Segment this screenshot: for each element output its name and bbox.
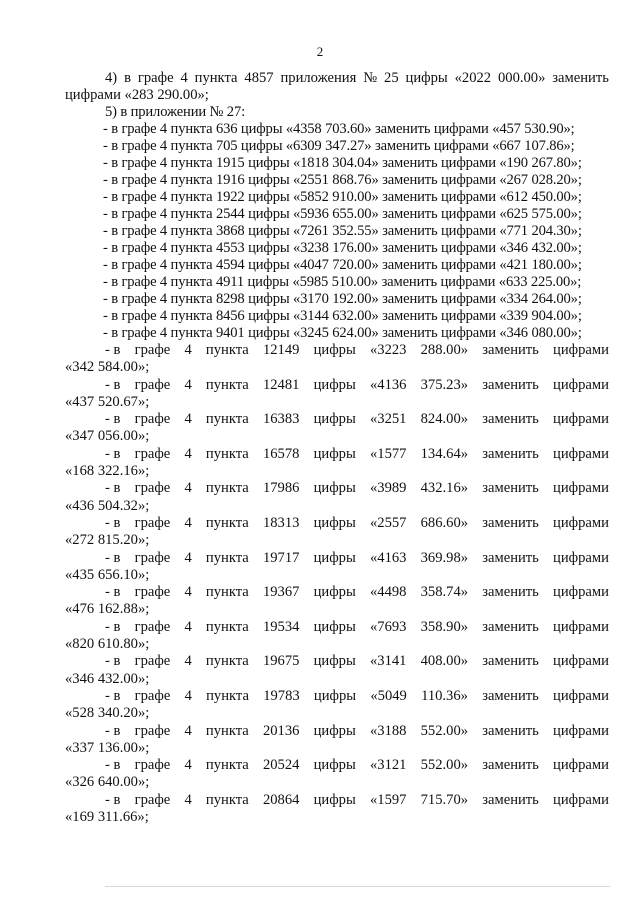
- list-item-word: 432.16»: [420, 480, 469, 497]
- list-item: [65, 792, 609, 827]
- list-item-word: - в: [105, 757, 121, 774]
- list-item-word: «1597: [369, 791, 407, 808]
- list-item-word: 16578: [262, 445, 300, 462]
- list-item-line-2: «347 056.00»;: [65, 428, 150, 445]
- list-item-word: заменить: [482, 549, 539, 566]
- list-item-word: 715.70»: [420, 791, 469, 808]
- list-item-line-1: [65, 377, 609, 394]
- list-item-word: - в: [105, 342, 121, 358]
- list-item-word: пункта: [205, 653, 249, 670]
- list-item-word: 20136: [262, 722, 300, 739]
- list-item-word: 4: [184, 342, 192, 358]
- list-item: - в графе 4 пункта 1922 цифры «5852 910.00» заменить цифрами «612 450.00»;: [103, 189, 582, 205]
- paragraph-4-word: 25: [384, 70, 399, 86]
- list-item-word: 358.90»: [420, 618, 469, 635]
- list-item-word: 19717: [262, 549, 300, 566]
- list-item-word: графе: [134, 722, 171, 739]
- list-item-word: 19675: [262, 653, 300, 670]
- list-item: - в графе 4 пункта 1916 цифры «2551 868.76» заменить цифрами «267 028.20»;: [103, 172, 582, 188]
- list-item-word: «2557: [369, 514, 407, 531]
- list-item-word: пункта: [205, 549, 249, 566]
- paragraph-5-header: 5) в приложении № 27:: [105, 104, 245, 120]
- list-item-word: 18313: [262, 514, 300, 531]
- list-item-word: 552.00»: [420, 757, 469, 774]
- list-item-word: «3188: [369, 722, 407, 739]
- list-item-word: - в: [105, 514, 121, 531]
- list-item-word: 20864: [262, 791, 300, 808]
- list-item-word: цифры: [313, 411, 356, 428]
- list-item-word: пункта: [205, 480, 249, 497]
- list-item-word: «4498: [369, 584, 407, 601]
- list-item-word: пункта: [205, 514, 249, 531]
- list-item-word: цифры: [313, 722, 356, 739]
- list-item-word: - в: [105, 549, 121, 566]
- paragraph-4-word: в: [124, 70, 131, 86]
- list-item-word: 19534: [262, 618, 300, 635]
- paragraph-4-line-2: цифрами «283 290.00»;: [65, 87, 209, 103]
- list-item-word: 4: [184, 411, 192, 428]
- list-item-line-2: «528 340.20»;: [65, 705, 150, 722]
- list-item-word: цифрами: [553, 618, 609, 635]
- list-item-word: цифрами: [553, 549, 609, 566]
- list-item-line-2: «437 520.67»;: [65, 393, 150, 410]
- list-item: [65, 653, 609, 688]
- paragraph-4-word: 4): [105, 70, 118, 86]
- list-item-word: цифры: [313, 342, 356, 358]
- list-item-word: пункта: [205, 618, 249, 635]
- list-item-word: цифры: [313, 757, 356, 774]
- list-item: - в графе 4 пункта 1915 цифры «1818 304.04» заменить цифрами «190 267.80»;: [103, 155, 582, 171]
- list-item: [65, 584, 609, 619]
- paragraph-4-word: 000.00»: [497, 70, 546, 86]
- list-item-word: «3141: [369, 653, 407, 670]
- paragraph-4-word: цифры: [405, 70, 448, 86]
- list-item-word: заменить: [482, 618, 539, 635]
- list-item-word: цифры: [313, 480, 356, 497]
- list-item-line-1: [65, 653, 609, 670]
- page-number: 2: [316, 44, 324, 59]
- list-item-line-1: [65, 792, 609, 809]
- list-item-word: цифрами: [553, 687, 609, 704]
- list-item-word: пункта: [205, 411, 249, 428]
- list-item-word: графе: [134, 618, 171, 635]
- list-item-word: - в: [105, 653, 121, 670]
- list-item-word: «3251: [369, 411, 407, 428]
- list-item-word: графе: [134, 411, 171, 428]
- list-item-word: графе: [134, 480, 171, 497]
- list-item: - в графе 4 пункта 4594 цифры «4047 720.00» заменить цифрами «421 180.00»;: [103, 257, 582, 273]
- list-item-word: заменить: [482, 445, 539, 462]
- paragraph-4-word: 4857: [244, 70, 274, 86]
- paragraph-4-word: пункта: [194, 70, 238, 86]
- list-item-word: «3989: [369, 480, 407, 497]
- paragraph-4-word: графе: [137, 70, 174, 86]
- list-item-word: 4: [184, 757, 192, 774]
- list-item-word: «7693: [369, 618, 407, 635]
- list-item: [65, 688, 609, 723]
- list-item-word: - в: [105, 376, 121, 393]
- list-item-word: пункта: [205, 445, 249, 462]
- list-item-word: - в: [105, 687, 121, 704]
- list-item: - в графе 4 пункта 636 цифры «4358 703.60» заменить цифрами «457 530.90»;: [103, 121, 575, 137]
- list-item-word: графе: [134, 791, 171, 808]
- list-item-line-1: [65, 480, 609, 497]
- list-item-word: 408.00»: [420, 653, 469, 670]
- list-item-word: 17986: [262, 480, 300, 497]
- list-item-word: «3223: [369, 342, 407, 358]
- list-item-word: 375.23»: [420, 376, 469, 393]
- list-item: [65, 411, 609, 446]
- list-item-word: цифры: [313, 584, 356, 601]
- list-item-word: 4: [184, 618, 192, 635]
- list-item-line-2: «436 504.32»;: [65, 497, 150, 514]
- list-item-word: заменить: [482, 342, 539, 358]
- list-item-word: цифрами: [553, 584, 609, 601]
- list-item: - в графе 4 пункта 4553 цифры «3238 176.00» заменить цифрами «346 432.00»;: [103, 240, 582, 256]
- paragraph-4-word: 4: [180, 70, 188, 86]
- list-item-word: 16383: [262, 411, 300, 428]
- list-item-line-2: «168 322.16»;: [65, 463, 150, 480]
- list-item-word: 686.60»: [420, 514, 469, 531]
- list-item-word: «3121: [369, 757, 407, 774]
- list-item-word: заменить: [482, 653, 539, 670]
- list-item-word: цифрами: [553, 342, 609, 358]
- list-item-line-1: [65, 342, 609, 359]
- list-item-word: пункта: [206, 687, 249, 704]
- list-item: - в графе 4 пункта 8298 цифры «3170 192.00» заменить цифрами «334 264.00»;: [103, 291, 582, 307]
- list-item-line-1: [65, 619, 609, 636]
- short-items-list: [65, 121, 609, 342]
- list-item-word: - в: [105, 722, 121, 739]
- list-item: [65, 619, 609, 654]
- list-item-word: пункта: [205, 342, 249, 358]
- list-item: - в графе 4 пункта 4911 цифры «5985 510.00» заменить цифрами «633 225.00»;: [103, 274, 582, 290]
- list-item-word: графе: [134, 687, 171, 704]
- list-item-word: - в: [105, 584, 121, 601]
- list-item: - в графе 4 пункта 3868 цифры «7261 352.55» заменить цифрами «771 204.30»;: [103, 223, 582, 239]
- list-item: [65, 757, 609, 792]
- list-item-line-1: [65, 550, 609, 567]
- list-item-word: графе: [134, 514, 171, 531]
- list-item: - в графе 4 пункта 8456 цифры «3144 632.00» заменить цифрами «339 904.00»;: [103, 308, 582, 324]
- list-item-word: - в: [105, 445, 121, 462]
- list-item-word: цифры: [313, 445, 356, 462]
- list-item-word: - в: [105, 480, 121, 497]
- list-item: - в графе 4 пункта 2544 цифры «5936 655.00» заменить цифрами «625 575.00»;: [103, 206, 582, 222]
- list-item-word: цифрами: [553, 411, 609, 428]
- list-item-word: 134.64»: [420, 445, 469, 462]
- list-item-word: пункта: [205, 722, 249, 739]
- list-item-word: заменить: [482, 791, 539, 808]
- list-item-word: цифры: [313, 653, 356, 670]
- list-item-word: 4: [184, 722, 192, 739]
- list-item-line-1: [65, 584, 609, 601]
- list-item-word: заменить: [482, 757, 539, 774]
- list-item-word: пункта: [205, 791, 249, 808]
- list-item-word: 358.74»: [420, 584, 469, 601]
- list-item-word: 12481: [262, 376, 300, 393]
- list-item: [65, 723, 609, 758]
- list-item-word: графе: [134, 376, 171, 393]
- list-item-line-2: «820 610.80»;: [65, 636, 150, 653]
- list-item: [65, 446, 609, 481]
- list-item-line-1: [65, 515, 609, 532]
- list-item: - в графе 4 пункта 9401 цифры «3245 624.00» заменить цифрами «346 080.00»;: [103, 325, 582, 341]
- list-item-word: - в: [105, 791, 121, 808]
- list-item-word: цифры: [313, 791, 356, 808]
- list-item-word: цифры: [313, 549, 356, 566]
- list-item: - в графе 4 пункта 705 цифры «6309 347.27» заменить цифрами «667 107.86»;: [103, 138, 575, 154]
- list-item-word: 4: [184, 653, 192, 670]
- list-item-word: заменить: [482, 722, 539, 739]
- list-item-word: заменить: [482, 376, 539, 393]
- list-item-word: 824.00»: [420, 411, 469, 428]
- long-items-list: [65, 342, 609, 826]
- list-item: [65, 550, 609, 585]
- list-item-word: 4: [184, 480, 192, 497]
- list-item-word: «4136: [369, 376, 407, 393]
- list-item-line-2: «337 136.00»;: [65, 739, 150, 756]
- list-item-word: графе: [134, 653, 171, 670]
- list-item-word: - в: [105, 618, 121, 635]
- list-item-word: 4: [184, 584, 192, 601]
- list-item-word: 552.00»: [420, 722, 469, 739]
- page-bottom-rule: [105, 886, 610, 887]
- list-item-line-2: «272 815.20»;: [65, 532, 150, 549]
- list-item-word: 19367: [262, 584, 300, 601]
- list-item: [65, 342, 609, 377]
- list-item-word: 4: [184, 514, 192, 531]
- list-item: [65, 377, 609, 412]
- list-item-word: 4: [184, 791, 192, 808]
- list-item-word: цифрами: [553, 445, 609, 462]
- list-item-word: - в: [105, 411, 121, 428]
- list-item-line-1: [65, 446, 609, 463]
- list-item-word: цифрами: [553, 653, 609, 670]
- list-item-word: пункта: [205, 584, 249, 601]
- paragraph-4-word: «2022: [454, 70, 492, 86]
- list-item-line-1: [65, 688, 609, 705]
- list-item-word: цифрами: [553, 480, 609, 497]
- list-item-word: цифрами: [553, 791, 609, 808]
- list-item-word: пункта: [205, 376, 249, 393]
- list-item-word: «1577: [369, 445, 407, 462]
- list-item-line-2: «326 640.00»;: [65, 774, 150, 791]
- list-item-word: цифры: [313, 687, 357, 704]
- paragraph-4: [65, 70, 609, 104]
- list-item-word: 110.36»: [421, 687, 468, 704]
- list-item-word: пункта: [205, 757, 249, 774]
- list-item-word: цифрами: [553, 722, 609, 739]
- list-item-word: «4163: [369, 549, 407, 566]
- list-item-word: 288.00»: [420, 342, 469, 358]
- list-item-word: цифрами: [553, 757, 609, 774]
- document-body: [65, 70, 609, 826]
- paragraph-4-word: заменить: [552, 70, 609, 86]
- list-item-word: 4: [184, 445, 192, 462]
- paragraph-4-line-1: [65, 70, 609, 87]
- list-item-line-2: «342 584.00»;: [65, 359, 150, 376]
- list-item-word: графе: [134, 757, 171, 774]
- list-item-line-2: «476 162.88»;: [65, 601, 150, 618]
- list-item-word: заменить: [482, 411, 539, 428]
- list-item-word: цифрами: [553, 514, 609, 531]
- list-item-word: цифры: [313, 514, 356, 531]
- list-item-word: 19783: [263, 687, 300, 704]
- list-item-word: 369.98»: [420, 549, 469, 566]
- list-item-word: 12149: [262, 342, 300, 358]
- list-item: [65, 515, 609, 550]
- list-item-word: графе: [134, 549, 171, 566]
- list-item-word: графе: [134, 584, 171, 601]
- list-item-word: цифрами: [553, 376, 609, 393]
- list-item-word: «5049: [370, 687, 407, 704]
- list-item-word: 4: [184, 549, 192, 566]
- list-item: [65, 480, 609, 515]
- list-item-word: 4: [184, 376, 192, 393]
- list-item-word: графе: [134, 342, 171, 358]
- list-item-line-1: [65, 723, 609, 740]
- list-item-line-1: [65, 757, 609, 774]
- list-item-word: графе: [134, 445, 171, 462]
- list-item-word: цифры: [313, 376, 356, 393]
- list-item-word: 20524: [262, 757, 300, 774]
- list-item-word: заменить: [482, 584, 539, 601]
- paragraph-4-word: приложения: [280, 70, 357, 86]
- list-item-word: заменить: [482, 687, 539, 704]
- list-item-line-1: [65, 411, 609, 428]
- list-item-line-2: «435 656.10»;: [65, 566, 150, 583]
- list-item-word: цифры: [313, 618, 356, 635]
- list-item-line-2: «169 311.66»;: [65, 809, 149, 826]
- list-item-line-2: «346 432.00»;: [65, 670, 150, 687]
- paragraph-4-word: №: [363, 70, 378, 86]
- list-item-word: заменить: [482, 480, 539, 497]
- list-item-word: 4: [184, 687, 192, 704]
- list-item-word: заменить: [482, 514, 539, 531]
